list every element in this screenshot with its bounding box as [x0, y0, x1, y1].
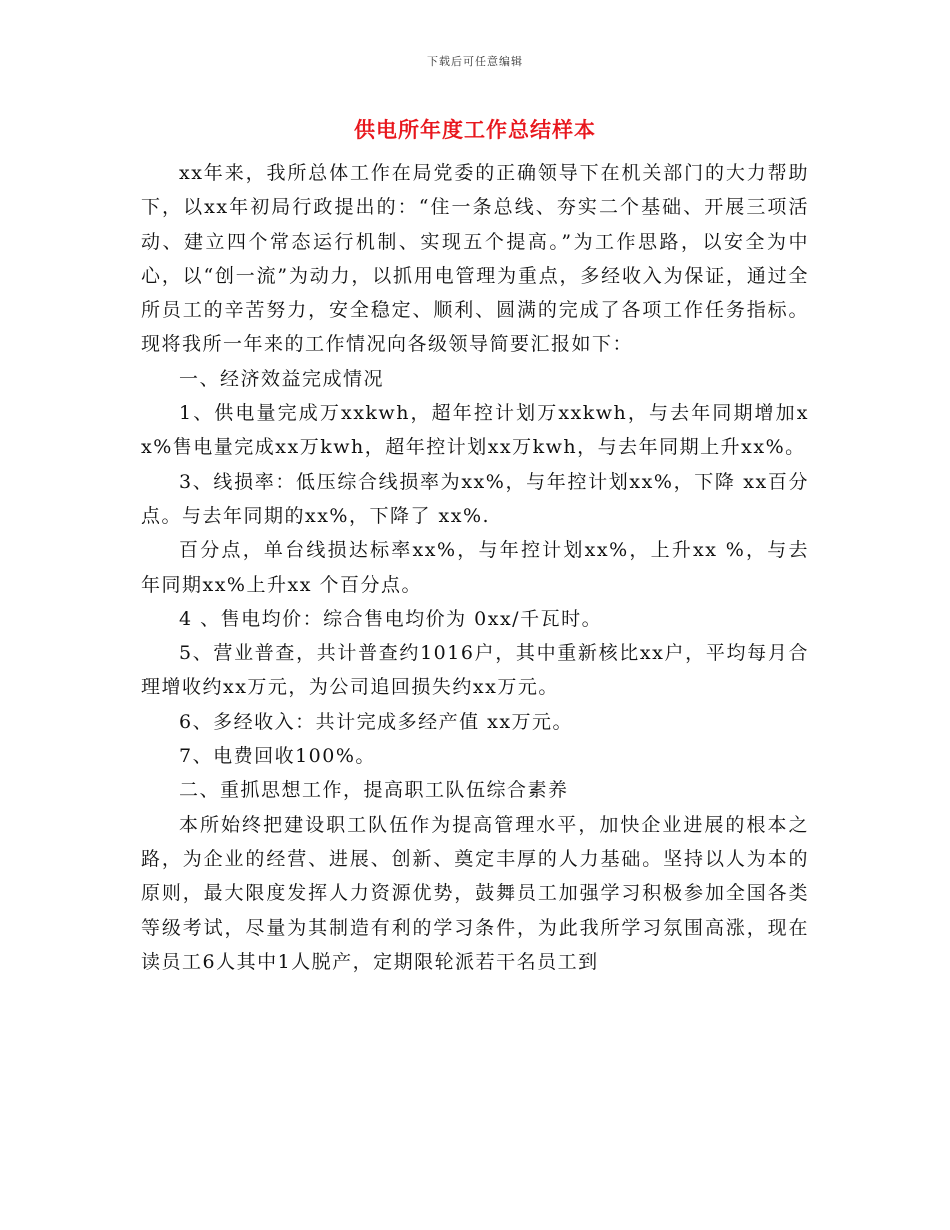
paragraph-diversified-income: 6、多经收入：共计完成多经产值 xx万元。 [179, 710, 574, 733]
paragraph-line-loss: 3、线损率：低压综合线损率为xx%，与年控计划xx%，下降 xx百分点。与去年同期的xx%，下降了 xx%. [141, 470, 809, 527]
paragraph-line-loss-detail: 百分点，单台线损达标率xx%，与年控计划xx%，上升xx %，与去年同期xx%上升xx 个百分点。 [141, 539, 809, 596]
header-note: 下载后可任意编辑 [427, 55, 523, 68]
paragraph-staff-building: 本所始终把建设职工队伍作为提高管理水平，加快企业进展的根本之路，为企业的经营、进展、创新、奠定丰厚的人力基础。坚持以人为本的原则，最大限度发挥人力资源优势，鼓舞员工加强学习积极参加全国各类等级考试，尽量为其制造有利的学习条件，为此我所学习氛围高涨，现在读员工6人其中1人脱产，定期限轮派若干名员工到 [141, 813, 809, 973]
paragraph-intro: xx年来，我所总体工作在局党委的正确领导下在机关部门的大力帮助下，以xx年初局行政提出的：“住一条总线、夯实二个基础、开展三项活动、建立四个常态运行机制、实现五个提高。”为工作思路，以安全为中心，以“创一流”为动力，以抓用电管理为重点，多经收入为保证，通过全所员工的辛苦努力，安全稳定、顺利、圆满的完成了各项工作任务指标。现将我所一年来的工作情况向各级领导简要汇报如下： [141, 162, 809, 356]
document-title: 供电所年度工作总结样本 [354, 117, 596, 142]
paragraph-average-price: 4 、售电均价：综合售电均价为 0xx/千瓦时。 [179, 607, 603, 630]
paragraph-census: 5、营业普查，共计普查约1016户，其中重新核比xx户，平均每月合理增收约xx万元，为公司追回损失约xx万元。 [141, 642, 809, 699]
document-body [141, 156, 809, 979]
paragraph-power-supply: 1、供电量完成万xxkwh，超年控计划万xxkwh，与去年同期增加xx%售电量完成xx万kwh，超年控计划xx万kwh，与去年同期上升xx%。 [141, 402, 809, 459]
paragraph-fee-recovery: 7、电费回收100%。 [179, 745, 376, 768]
section-heading-staff: 二、重抓思想工作，提高职工队伍综合素养 [179, 779, 569, 802]
section-heading-economic: 一、经济效益完成情况 [179, 367, 385, 390]
